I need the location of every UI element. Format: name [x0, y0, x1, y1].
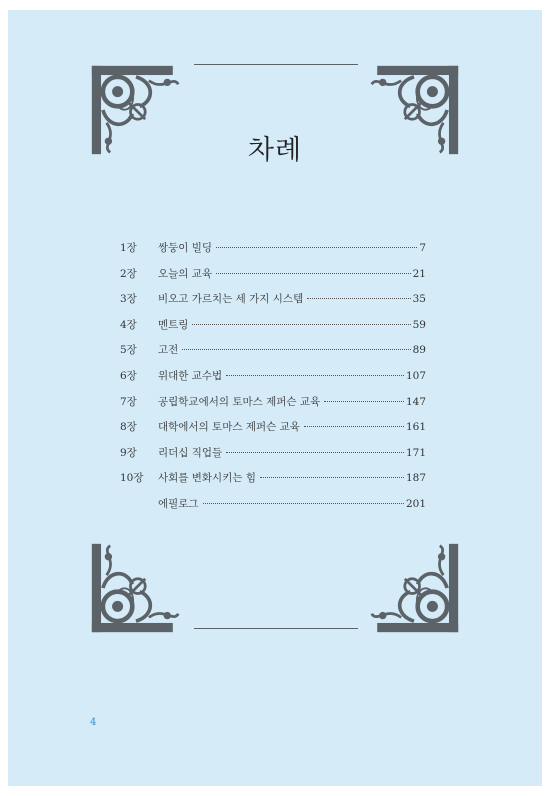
toc-entry: [120, 240, 426, 266]
toc-chapter-number: 10장: [120, 472, 144, 485]
toc-page-number: 171: [405, 446, 426, 459]
toc-leader-dots: [260, 477, 404, 478]
bottom-divider: [194, 628, 358, 629]
toc-chapter-title: 대학에서의 토마스 제퍼슨 교육: [158, 421, 300, 434]
page-number: 4: [90, 717, 97, 728]
toc-chapter-title: 고전: [158, 344, 179, 357]
toc-entry: [120, 291, 426, 317]
toc-leader-dots: [226, 452, 404, 453]
corner-ornament-bottom-right: [368, 538, 460, 638]
toc-chapter-number: 8장: [120, 421, 137, 434]
toc-chapter-number: 4장: [120, 318, 137, 331]
book-page: [8, 10, 542, 786]
toc-page-number: 161: [405, 421, 426, 434]
toc-leader-dots: [192, 324, 410, 325]
toc-chapter-title: 위대한 교수법: [158, 369, 223, 382]
toc-leader-dots: [216, 247, 417, 248]
toc-chapter-title: 비오고 가르치는 세 가지 시스템: [158, 293, 304, 306]
toc-chapter-title: 사회를 변화시키는 힘: [158, 472, 256, 485]
toc-leader-dots: [304, 426, 404, 427]
table-of-contents: [120, 240, 426, 522]
toc-chapter-title: 리더십 직업들: [158, 446, 223, 459]
toc-entry: [120, 368, 426, 394]
toc-entry: [120, 317, 426, 343]
toc-page-number: 89: [412, 344, 426, 357]
toc-chapter-number: 2장: [120, 267, 137, 280]
toc-chapter-title: 오늘의 교육: [158, 267, 213, 280]
toc-chapter-number: 1장: [120, 242, 137, 254]
toc-chapter-title: 공립학교에서의 토마스 제퍼슨 교육: [158, 395, 321, 408]
toc-entry: [120, 470, 426, 496]
toc-page-number: 21: [412, 267, 426, 280]
toc-chapter-number: 7장: [120, 395, 137, 408]
toc-page-number: 187: [405, 472, 426, 485]
toc-chapter-number: 6장: [120, 369, 137, 382]
top-divider: [194, 64, 358, 65]
toc-chapter-title: 쌍둥이 빌딩: [158, 242, 213, 254]
toc-chapter-number: 3장: [120, 293, 137, 306]
toc-entry: [120, 419, 426, 445]
toc-entry: [120, 496, 426, 522]
toc-entry: [120, 266, 426, 292]
toc-page-number: 107: [405, 369, 426, 382]
toc-leader-dots: [216, 273, 411, 274]
toc-entry: [120, 342, 426, 368]
toc-chapter-number: 9장: [120, 446, 137, 459]
toc-entry: [120, 394, 426, 420]
toc-chapter-title: 에필로그: [158, 497, 199, 510]
toc-page-number: 35: [412, 293, 426, 306]
toc-leader-dots: [226, 375, 404, 376]
toc-chapter-title: 멘트링: [158, 318, 189, 331]
toc-leader-dots: [307, 298, 410, 299]
toc-page-number: 201: [405, 497, 426, 510]
toc-leader-dots: [203, 503, 404, 504]
toc-leader-dots: [182, 349, 410, 350]
corner-ornament-bottom-left: [90, 538, 182, 638]
page-title: 차례: [247, 135, 303, 166]
toc-chapter-number: 5장: [120, 344, 137, 357]
toc-page-number: 59: [412, 318, 426, 331]
toc-entry: [120, 445, 426, 471]
toc-page-number: 7: [419, 242, 426, 254]
toc-page-number: 147: [405, 395, 426, 408]
toc-leader-dots: [324, 401, 404, 402]
